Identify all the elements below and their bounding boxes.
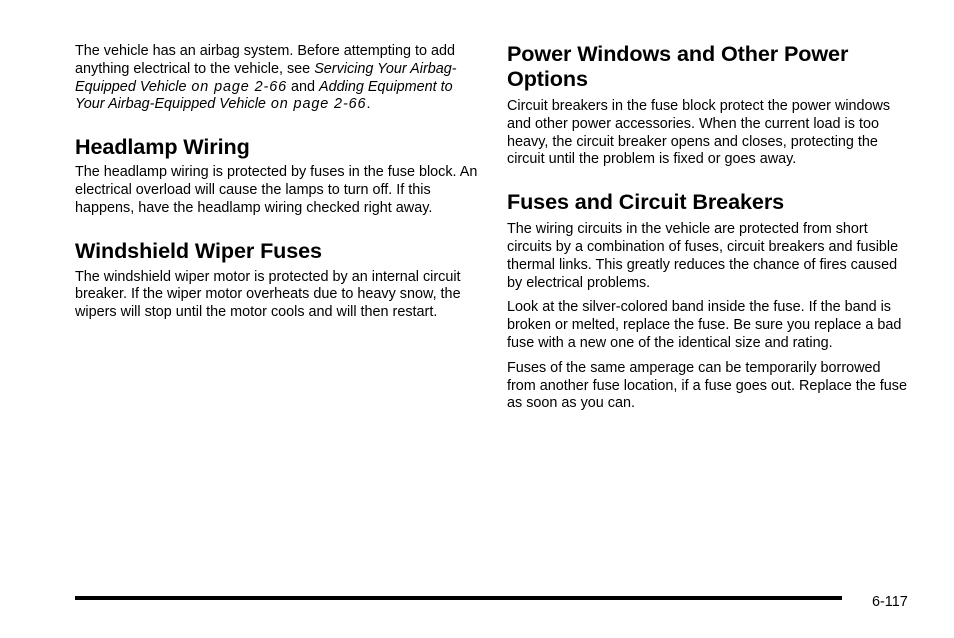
headlamp-wiring-heading: Headlamp Wiring	[75, 134, 250, 160]
right-column	[507, 40, 912, 413]
headlamp-wiring-paragraph: The headlamp wiring is protected by fuses in the fuse block. An electrical overload will cause the lamps to turn off. If this happens, have the headlamp wiring checked right away.	[75, 164, 478, 216]
fuses-paragraph-1: The wiring circuits in the vehicle are protected from short circuits by a combination of fuses, circuit breakers and fusible thermal links. This greatly reduces the chance of fires caused by electrical problems.	[507, 221, 899, 291]
power-windows-heading: Power Windows and Other Power Options	[507, 41, 849, 91]
windshield-wiper-fuses-heading: Windshield Wiper Fuses	[75, 237, 322, 263]
airbag-notice-conjunction: and	[287, 78, 320, 95]
left-column	[75, 40, 480, 322]
windshield-wiper-paragraph: The windshield wiper motor is protected by an internal circuit breaker. If the wiper motor overheats due to heavy snow, the wipers will stop until the motor cools and will then restart.	[75, 268, 461, 321]
footer-rule	[75, 596, 842, 600]
ref-adding-equipment-link[interactable]: Adding Equipment to Your Airbag-Equipped Vehicle on page 2-66	[75, 78, 453, 113]
ref-servicing-airbag-link[interactable]: Servicing Your Airbag-Equipped Vehicle on page 2-66	[75, 60, 457, 95]
airbag-notice-paragraph: The vehicle has an airbag system. Before attempting to add anything electrical to the vehicle, see Servicing Your Airbag-Equipped Vehicle on page 2-66 and Adding Equipment to Your Airbag-Equipped Vehicle on page 2-66.	[75, 43, 457, 113]
fuses-circuit-breakers-heading: Fuses and Circuit Breakers	[507, 189, 785, 215]
power-windows-paragraph: Circuit breakers in the fuse block protect the power windows and other power accessories. When the current load is too heavy, the circuit breaker opens and closes, protecting the circuit until the problem is fixed or goes away.	[507, 98, 891, 168]
page-number: 6-117	[872, 594, 908, 610]
fuses-paragraph-2: Look at the silver-colored band inside the fuse. If the band is broken or melted, replace the fuse. Be sure you replace a bad fuse with a new one of the identical size and rating.	[507, 299, 902, 351]
airbag-notice-text: The vehicle has an airbag system. Before attempting to add anything electrical to the vehicle, see	[75, 43, 455, 77]
fuses-paragraph-3: Fuses of the same amperage can be temporarily borrowed from another fuse location, if a fuse goes out. Replace the fuse as soon as you can.	[507, 359, 907, 412]
